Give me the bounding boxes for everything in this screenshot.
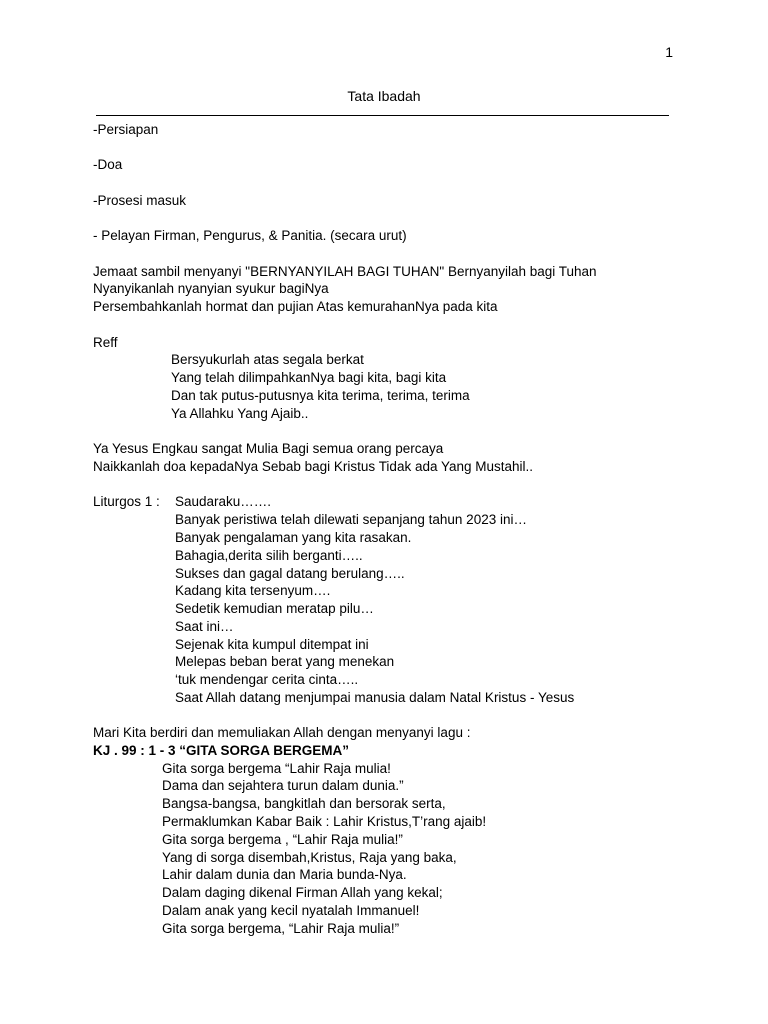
reff-label: Reff [93,334,118,350]
song-line: Nyanyikanlah nyanyian syukur bagiNya [93,281,329,297]
item-doa: -Doa [93,157,123,173]
liturgos-line: Banyak peristiwa telah dilewati sepanjang tahun 2023 ini… [175,512,527,528]
item-persiapan: -Persiapan [93,122,159,137]
hymn-line: Dalam daging dikenal Firman Allah yang kekal; [162,885,443,901]
document-title: Tata Ibadah [347,88,421,104]
yesus-section [93,440,693,476]
reff-line: Bersyukurlah atas segala berkat [171,352,364,368]
hymn-line: Dama dan sejahtera turun dalam dunia.” [162,778,404,794]
hymn-line: Yang di sorga disembah,Kristus, Raja yang baka, [162,849,457,865]
hymn-intro: Mari Kita berdiri dan memuliakan Allah dengan menyanyi lagu : [93,725,471,741]
liturgos-line: Sejenak kita kumpul ditempat ini [175,636,369,652]
liturgos-section [93,493,693,707]
yesus-line: Ya Yesus Engkau sangat Mulia Bagi semua orang percaya [93,441,444,457]
hymn-line: Gita sorga bergema, “Lahir Raja mulia!” [162,920,400,936]
hymn-line: Bangsa-bangsa, bangkitlah dan bersorak serta, [162,796,446,812]
hymn-line: Dalam anak yang kecil nyatalah Immanuel! [162,903,420,919]
liturgos-line: ‘tuk mendengar cerita cinta….. [175,672,359,688]
reff-line: Yang telah dilimpahkanNya bagi kita, bagi kita [171,370,447,386]
reff-section [93,334,693,423]
song-bernyanyilah [93,263,693,316]
liturgos-line: Saudaraku……. [175,494,272,510]
liturgos-line: Sukses dan gagal datang berulang….. [175,565,405,581]
reff-line: Ya Allahku Yang Ajaib.. [171,405,309,421]
liturgos-line: Kadang kita tersenyum…. [175,583,331,599]
item-prosesi: -Prosesi masuk [93,192,187,208]
liturgos-line: Banyak pengalaman yang kita rasakan. [175,529,412,545]
item-pelayan: - Pelayan Firman, Pengurus, & Panitia. (secara urut) [93,228,407,244]
song-line: Jemaat sambil menyanyi "BERNYANYILAH BAGI TUHAN" Bernyanyilah bagi Tuhan [93,263,597,279]
liturgos-line: Melepas beban berat yang menekan [175,654,395,670]
title-divider [96,115,669,116]
song-line: Persembahkanlah hormat dan pujian Atas kemurahanNya pada kita [93,299,498,315]
hymn-line: Permaklumkan Kabar Baik : Lahir Kristus,T’rang ajaib! [162,814,487,830]
hymn-section [93,724,693,938]
liturgos-line: Saat ini… [175,618,234,634]
hymn-line: Lahir dalam dunia dan Maria bunda-Nya. [162,867,407,883]
yesus-line: Naikkanlah doa kepadaNya Sebab bagi Kristus Tidak ada Yang Mustahil.. [93,458,534,474]
liturgos-line: Sedetik kemudian meratap pilu… [175,601,374,617]
hymn-title: KJ . 99 : 1 - 3 “GITA SORGA BERGEMA” [93,742,350,758]
reff-line: Dan tak putus-putusnya kita terima, terima, terima [171,387,470,403]
page-number: 1 [665,44,673,60]
liturgos-line: Bahagia,derita silih berganti….. [175,547,363,563]
liturgos-label: Liturgos 1 : [93,494,160,510]
hymn-line: Gita sorga bergema , “Lahir Raja mulia!” [162,831,403,847]
document-body [93,121,693,938]
hymn-line: Gita sorga bergema “Lahir Raja mulia! [162,760,391,776]
liturgos-line: Saat Allah datang menjumpai manusia dalam Natal Kristus - Yesus [175,690,575,706]
